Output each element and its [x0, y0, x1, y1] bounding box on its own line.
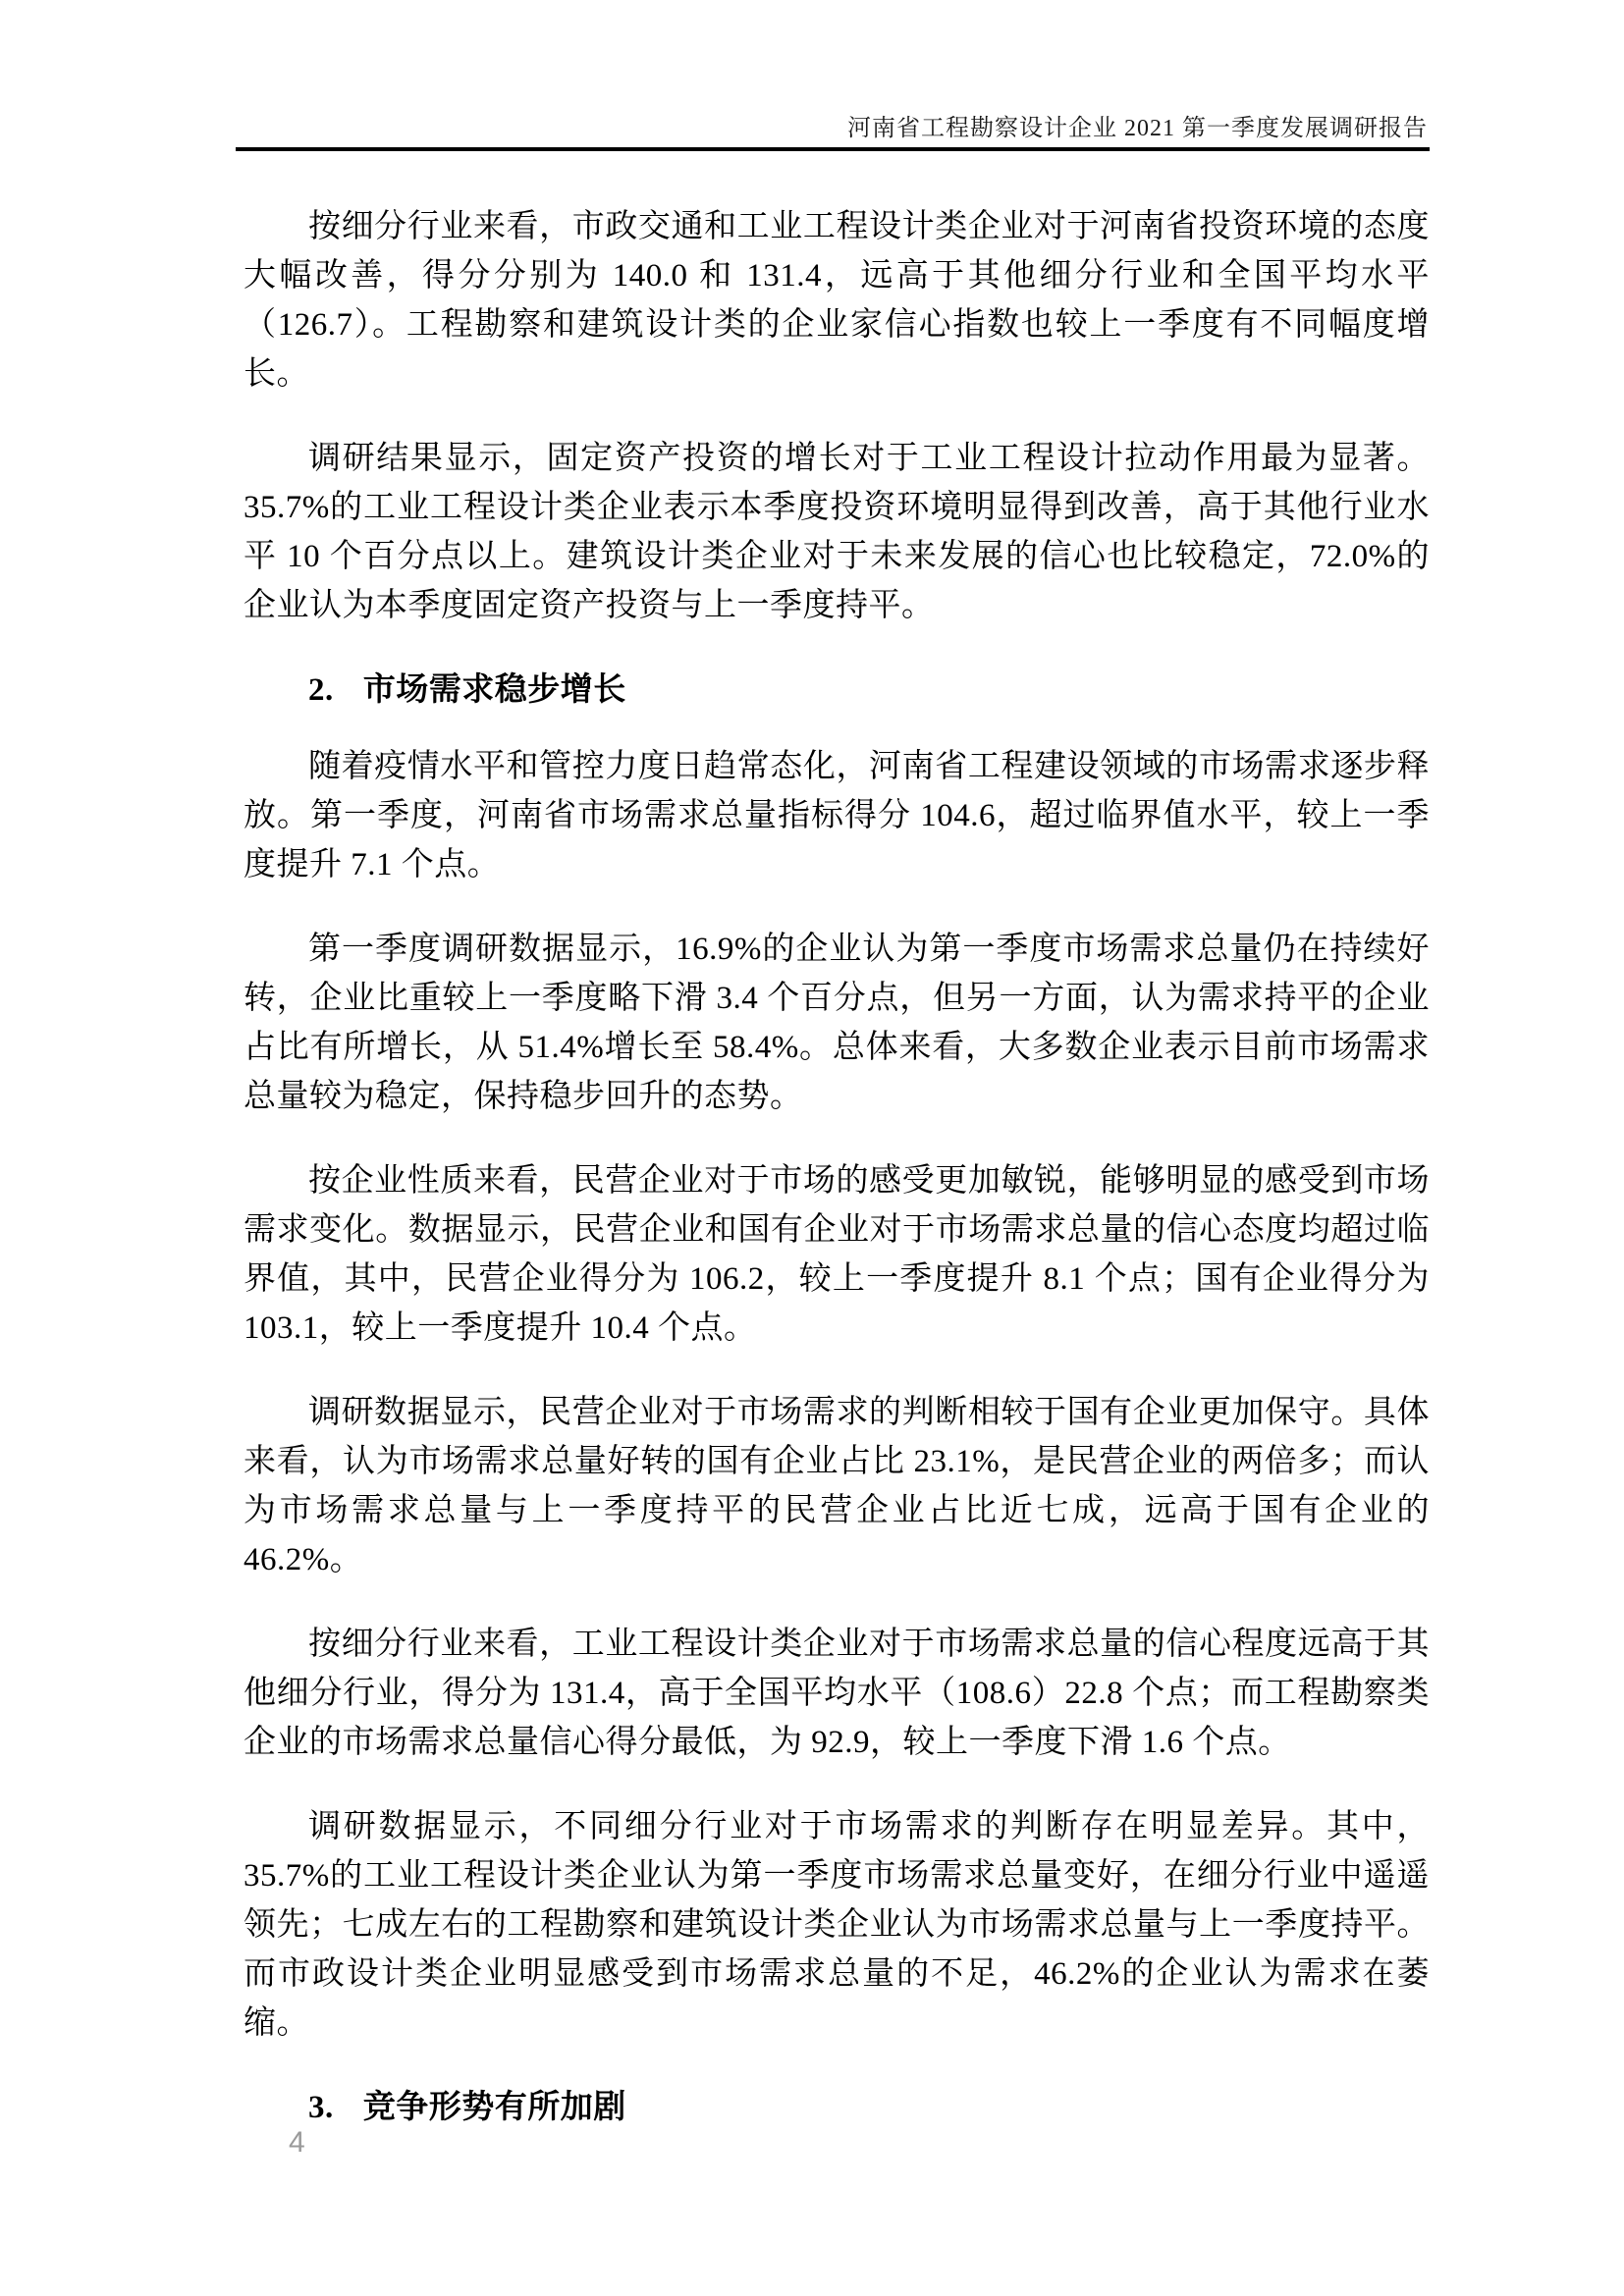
paragraph-private-vs-state: 调研数据显示，民营企业对于市场需求的判断相较于国有企业更加保守。具体来看，认为市场需求总量好转的国有企业占比 23.1%，是民营企业的两倍多；而认为市场需求总量与上一季度持平的民营企业占比近七成，远高于国有企业的46.2%。: [244, 1395, 1430, 1577]
paragraph-demand-release: 随着疫情水平和管控力度日趋常态化，河南省工程建设领域的市场需求逐步释放。第一季度，河南省市场需求总量指标得分 104.6，超过临界值水平，较上一季度提升 7.1 个点。: [244, 749, 1430, 882]
section-number: 3.: [308, 2090, 334, 2125]
page-header: [236, 114, 1430, 151]
section-heading-competition: [244, 2083, 1430, 2132]
paragraph-fixed-asset-investment: 调研结果显示，固定资产投资的增长对于工业工程设计拉动作用最为显著。35.7%的工业工程设计类企业表示本季度投资环境明显得到改善，高于其他行业水平 10 个百分点以上。建筑设计类企业对于未来发展的信心也比较稳定，72.0%的企业认为本季度固定资产投资与上一季度持平。: [244, 441, 1430, 623]
paragraph-demand-by-ownership: 按企业性质来看，民营企业对于市场的感受更加敏锐，能够明显的感受到市场需求变化。数据显示，民营企业和国有企业对于市场需求总量的信心态度均超过临界值，其中，民营企业得分为 106.2，较上一季度提升 8.1 个点；国有企业得分为 103.1，较上一季度提升 10.4 个点。: [244, 1163, 1430, 1346]
paragraph-demand-by-industry: 按细分行业来看，工业工程设计类企业对于市场需求总量的信心程度远高于其他细分行业，得分为 131.4，高于全国平均水平（108.6）22.8 个点；而工程勘察类企业的市场需求总量信心得分最低，为 92.9，较上一季度下滑 1.6 个点。: [244, 1627, 1430, 1760]
paragraph-investment-by-industry: 按细分行业来看，市政交通和工业工程设计类企业对于河南省投资环境的态度大幅改善，得分分别为 140.0 和 131.4，远高于其他细分行业和全国平均水平（126.7）。工程勘察和建筑设计类的企业家信心指数也较上一季度有不同幅度增长。: [244, 209, 1430, 392]
section-number: 2.: [308, 672, 334, 708]
page-number: 4: [289, 2126, 305, 2159]
section-title: 竞争形势有所加剧: [362, 2090, 626, 2125]
paragraph-demand-survey-q1: 第一季度调研数据显示，16.9%的企业认为第一季度市场需求总量仍在持续好转，企业比重较上一季度略下滑 3.4 个百分点，但另一方面，认为需求持平的企业占比有所增长，从 51.4%增长至 58.4%。总体来看，大多数企业表示目前市场需求总量较为稳定，保持稳步回升的态势。: [244, 932, 1430, 1114]
section-heading-market-demand: [244, 666, 1430, 715]
document-body: [244, 202, 1430, 2160]
header-divider: [236, 147, 1430, 151]
section-title: 市场需求稳步增长: [362, 672, 626, 708]
paragraph-demand-differences: 调研数据显示，不同细分行业对于市场需求的判断存在明显差异。其中，35.7%的工业工程设计类企业认为第一季度市场需求总量变好，在细分行业中遥遥领先；七成左右的工程勘察和建筑设计类企业认为市场需求总量与上一季度持平。而市政设计类企业明显感受到市场需求总量的不足，46.2%的企业认为需求在萎缩。: [244, 1809, 1430, 2041]
running-header-title: 河南省工程勘察设计企业 2021 第一季度发展调研报告: [847, 116, 1428, 141]
